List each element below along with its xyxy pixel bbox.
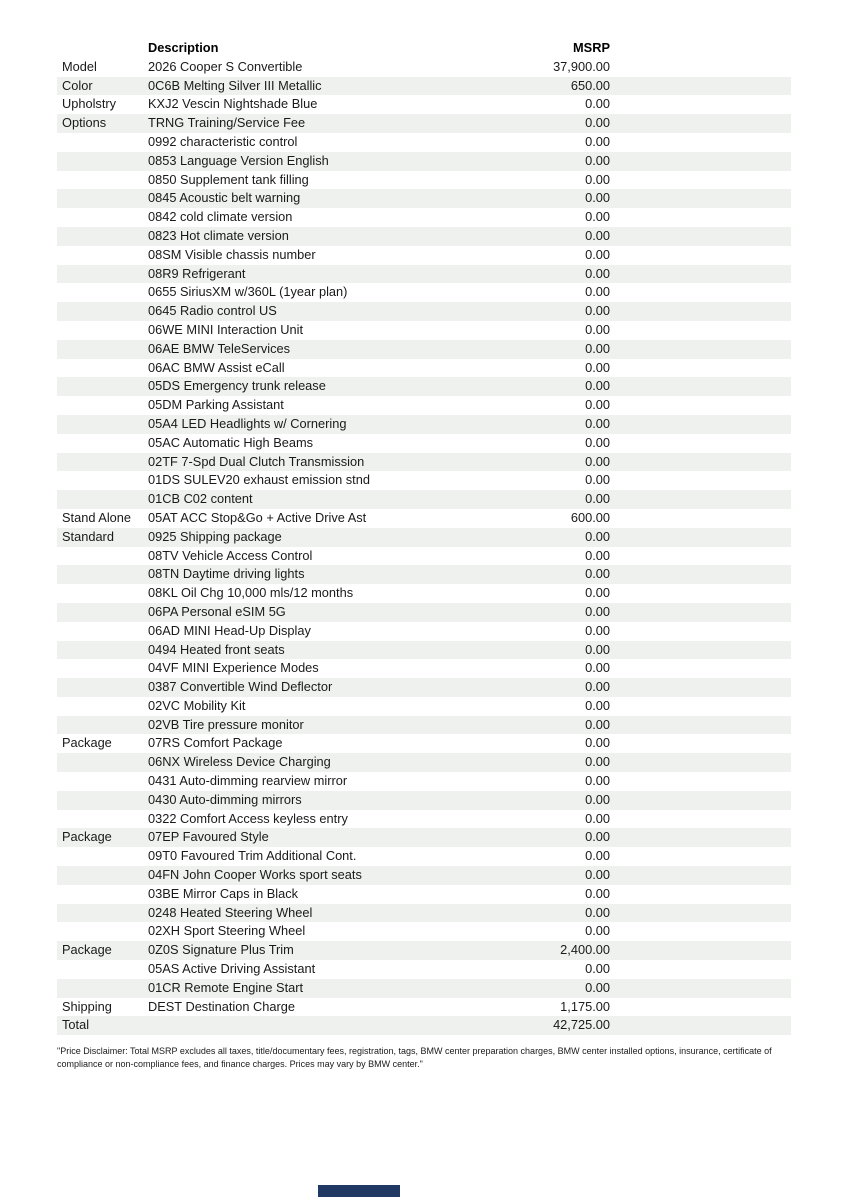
row-msrp-value: 0.00 xyxy=(585,961,610,977)
row-msrp-value: 0.00 xyxy=(585,209,610,225)
table-row xyxy=(57,885,791,904)
footer-bar xyxy=(318,1185,400,1197)
msrp-column-header: MSRP xyxy=(573,40,610,55)
table-row xyxy=(57,678,791,697)
table-row xyxy=(57,734,791,753)
row-description: 03BE Mirror Caps in Black xyxy=(148,885,299,901)
table-row xyxy=(57,321,791,340)
row-msrp-value: 0.00 xyxy=(585,566,610,582)
table-row xyxy=(57,641,791,660)
row-msrp-value: 0.00 xyxy=(585,679,610,695)
description-column-header: Description xyxy=(148,40,219,55)
row-description: 0992 characteristic control xyxy=(148,133,298,149)
table-row xyxy=(57,716,791,735)
table-row xyxy=(57,453,791,472)
row-description: 0Z0S Signature Plus Trim xyxy=(148,942,294,958)
row-description: 08SM Visible chassis number xyxy=(148,246,316,262)
table-row xyxy=(57,434,791,453)
row-description: 0430 Auto-dimming mirrors xyxy=(148,791,302,807)
row-description: 06AE BMW TeleServices xyxy=(148,340,291,356)
table-row xyxy=(57,265,791,284)
row-description: 0494 Heated front seats xyxy=(148,641,285,657)
table-row xyxy=(57,622,791,641)
row-msrp-value: 0.00 xyxy=(585,641,610,657)
row-msrp-value: 0.00 xyxy=(585,453,610,469)
row-msrp-value: 0.00 xyxy=(585,246,610,262)
row-description: 05DM Parking Assistant xyxy=(148,397,284,413)
row-description: 07RS Comfort Package xyxy=(148,735,283,751)
row-msrp-value: 0.00 xyxy=(585,152,610,168)
table-body xyxy=(57,58,791,1035)
table-row xyxy=(57,189,791,208)
row-msrp-value: 0.00 xyxy=(585,265,610,281)
row-description: 06WE MINI Interaction Unit xyxy=(148,321,304,337)
row-description: 04VF MINI Experience Modes xyxy=(148,660,319,676)
row-msrp-value: 0.00 xyxy=(585,791,610,807)
row-description: 0853 Language Version English xyxy=(148,152,329,168)
table-row xyxy=(57,941,791,960)
table-row xyxy=(57,77,791,96)
table-row xyxy=(57,340,791,359)
table-row xyxy=(57,490,791,509)
table-row xyxy=(57,922,791,941)
row-description: 0C6B Melting Silver III Metallic xyxy=(148,77,322,93)
row-msrp-value: 0.00 xyxy=(585,96,610,112)
table-row xyxy=(57,659,791,678)
row-msrp-value: 0.00 xyxy=(585,434,610,450)
row-description: 06PA Personal eSIM 5G xyxy=(148,603,286,619)
row-category: Upholstry xyxy=(62,96,117,112)
table-row xyxy=(57,283,791,302)
row-description: 07EP Favoured Style xyxy=(148,829,269,845)
row-category: Package xyxy=(62,942,112,958)
table-row xyxy=(57,979,791,998)
table-row xyxy=(57,528,791,547)
table-row xyxy=(57,584,791,603)
row-description: 08TV Vehicle Access Control xyxy=(148,547,313,563)
row-category: Package xyxy=(62,829,112,845)
row-msrp-value: 42,725.00 xyxy=(553,1017,610,1033)
row-msrp-value: 0.00 xyxy=(585,528,610,544)
row-msrp-value: 0.00 xyxy=(585,585,610,601)
row-description: 0431 Auto-dimming rearview mirror xyxy=(148,773,348,789)
row-description: 0387 Convertible Wind Deflector xyxy=(148,679,333,695)
row-msrp-value: 0.00 xyxy=(585,340,610,356)
row-msrp-value: 0.00 xyxy=(585,133,610,149)
table-row xyxy=(57,603,791,622)
table-row xyxy=(57,171,791,190)
table-row xyxy=(57,753,791,772)
row-description: 02VB Tire pressure monitor xyxy=(148,716,304,732)
table-row xyxy=(57,114,791,133)
row-msrp-value: 0.00 xyxy=(585,171,610,187)
row-description: 02TF 7-Spd Dual Clutch Transmission xyxy=(148,453,365,469)
table-row xyxy=(57,1016,791,1035)
row-msrp-value: 650.00 xyxy=(570,77,610,93)
row-description: 01CB C02 content xyxy=(148,491,253,507)
row-msrp-value: 0.00 xyxy=(585,904,610,920)
row-msrp-value: 1,175.00 xyxy=(560,998,610,1014)
row-category: Package xyxy=(62,735,112,751)
table-row xyxy=(57,227,791,246)
row-description: 05DS Emergency trunk release xyxy=(148,378,326,394)
row-msrp-value: 0.00 xyxy=(585,115,610,131)
row-description: 0925 Shipping package xyxy=(148,528,282,544)
row-msrp-value: 0.00 xyxy=(585,284,610,300)
row-category: Color xyxy=(62,77,93,93)
row-description: 05AC Automatic High Beams xyxy=(148,434,314,450)
row-description: 0842 cold climate version xyxy=(148,209,293,225)
row-msrp-value: 0.00 xyxy=(585,547,610,563)
row-category: Shipping xyxy=(62,998,112,1014)
row-description: 0823 Hot climate version xyxy=(148,227,289,243)
row-msrp-value: 0.00 xyxy=(585,190,610,206)
table-row xyxy=(57,359,791,378)
table-row xyxy=(57,866,791,885)
row-msrp-value: 0.00 xyxy=(585,979,610,995)
row-description: 09T0 Favoured Trim Additional Cont. xyxy=(148,848,357,864)
table-row xyxy=(57,847,791,866)
row-description: 01CR Remote Engine Start xyxy=(148,979,304,995)
table-row xyxy=(57,246,791,265)
table-row xyxy=(57,377,791,396)
table-row xyxy=(57,208,791,227)
row-msrp-value: 2,400.00 xyxy=(560,942,610,958)
table-row xyxy=(57,791,791,810)
row-category: Stand Alone xyxy=(62,509,132,525)
row-description: 02XH Sport Steering Wheel xyxy=(148,923,306,939)
row-msrp-value: 0.00 xyxy=(585,829,610,845)
row-msrp-value: 0.00 xyxy=(585,735,610,751)
row-description: 06AC BMW Assist eCall xyxy=(148,359,285,375)
row-description: 02VC Mobility Kit xyxy=(148,697,246,713)
row-description: 05A4 LED Headlights w/ Cornering xyxy=(148,415,347,431)
row-msrp-value: 0.00 xyxy=(585,848,610,864)
row-description: 0645 Radio control US xyxy=(148,303,277,319)
row-description: 04FN John Cooper Works sport seats xyxy=(148,867,362,883)
table-row xyxy=(57,302,791,321)
table-header-row xyxy=(57,39,791,58)
row-description: 08TN Daytime driving lights xyxy=(148,566,305,582)
row-msrp-value: 0.00 xyxy=(585,773,610,789)
row-msrp-value: 0.00 xyxy=(585,754,610,770)
row-description: 2026 Cooper S Convertible xyxy=(148,58,303,74)
row-msrp-value: 0.00 xyxy=(585,303,610,319)
row-category: Options xyxy=(62,115,107,131)
row-description: KXJ2 Vescin Nightshade Blue xyxy=(148,96,318,112)
table-row xyxy=(57,565,791,584)
row-description: 06NX Wireless Device Charging xyxy=(148,754,331,770)
row-description: 06AD MINI Head-Up Display xyxy=(148,622,311,638)
row-description: 0248 Heated Steering Wheel xyxy=(148,904,313,920)
table-row xyxy=(57,133,791,152)
row-msrp-value: 0.00 xyxy=(585,697,610,713)
price-disclaimer: "Price Disclaimer: Total MSRP excludes all taxes, title/documentary fees, registration, tags, BMW center preparation charges, BMW center installed options, insurance, certificate of compliance or non-compliance fees, and finance charges. Prices may vary by BMW center." xyxy=(57,1046,772,1069)
row-description: 0655 SiriusXM w/360L (1year plan) xyxy=(148,284,348,300)
row-msrp-value: 0.00 xyxy=(585,378,610,394)
table-row xyxy=(57,415,791,434)
row-msrp-value: 0.00 xyxy=(585,867,610,883)
table-row xyxy=(57,509,791,528)
row-description: 05AS Active Driving Assistant xyxy=(148,961,316,977)
table-row xyxy=(57,998,791,1017)
row-description: 0322 Comfort Access keyless entry xyxy=(148,810,348,826)
row-msrp-value: 0.00 xyxy=(585,885,610,901)
table-row xyxy=(57,772,791,791)
table-row xyxy=(57,471,791,490)
table-row xyxy=(57,904,791,923)
row-msrp-value: 0.00 xyxy=(585,491,610,507)
row-msrp-value: 0.00 xyxy=(585,472,610,488)
table-row xyxy=(57,810,791,829)
table-row xyxy=(57,396,791,415)
row-description: 08R9 Refrigerant xyxy=(148,265,246,281)
vehicle-pricing-table xyxy=(57,39,791,1035)
row-msrp-value: 600.00 xyxy=(570,509,610,525)
row-description: TRNG Training/Service Fee xyxy=(148,115,306,131)
row-msrp-value: 0.00 xyxy=(585,321,610,337)
row-description: 05AT ACC Stop&Go + Active Drive Ast xyxy=(148,509,367,525)
row-msrp-value: 0.00 xyxy=(585,397,610,413)
row-msrp-value: 0.00 xyxy=(585,359,610,375)
row-msrp-value: 0.00 xyxy=(585,603,610,619)
table-row xyxy=(57,95,791,114)
row-category: Standard xyxy=(62,528,114,544)
row-description: 0845 Acoustic belt warning xyxy=(148,190,301,206)
row-msrp-value: 0.00 xyxy=(585,227,610,243)
row-msrp-value: 37,900.00 xyxy=(553,58,610,74)
table-row xyxy=(57,547,791,566)
row-description: 01DS SULEV20 exhaust emission stnd xyxy=(148,472,370,488)
row-description: 08KL Oil Chg 10,000 mls/12 months xyxy=(148,585,354,601)
row-description: 0850 Supplement tank filling xyxy=(148,171,309,187)
table-row xyxy=(57,828,791,847)
row-category: Total xyxy=(62,1017,90,1033)
row-msrp-value: 0.00 xyxy=(585,810,610,826)
table-row xyxy=(57,58,791,77)
table-row xyxy=(57,697,791,716)
table-row xyxy=(57,960,791,979)
row-msrp-value: 0.00 xyxy=(585,415,610,431)
row-msrp-value: 0.00 xyxy=(585,622,610,638)
row-msrp-value: 0.00 xyxy=(585,716,610,732)
row-msrp-value: 0.00 xyxy=(585,923,610,939)
row-msrp-value: 0.00 xyxy=(585,660,610,676)
table-row xyxy=(57,152,791,171)
row-category: Model xyxy=(62,58,97,74)
row-description: DEST Destination Charge xyxy=(148,998,296,1014)
